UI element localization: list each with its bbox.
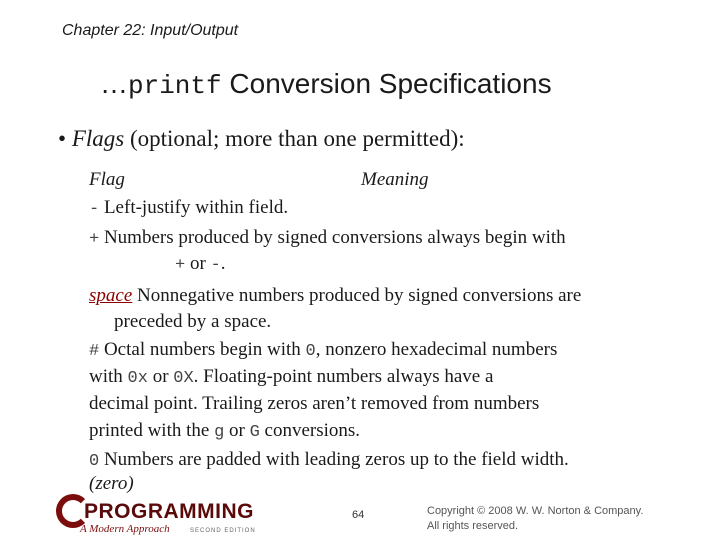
flag-row-space — [89, 285, 581, 307]
page-number: 64 — [352, 509, 365, 521]
flag-hash-meaning-line2: with 0x or 0X. Floating-point numbers always have a — [89, 366, 494, 388]
flag-plus: + — [89, 230, 100, 249]
flag-zero-label: (zero) — [89, 473, 134, 494]
flag-hash-meaning-line4: printed with the g or G conversions. — [89, 420, 361, 442]
flag-row-zero — [89, 449, 569, 471]
flag-zero: 0 — [89, 452, 100, 471]
column-header-meaning: Meaning — [361, 169, 429, 190]
flag-space-meaning-line1: Nonnegative numbers produced by signed conversions are — [132, 285, 582, 306]
chapter-header: Chapter 22: Input/Output — [62, 22, 239, 39]
logo-edition: SECOND EDITION — [190, 528, 256, 534]
flag-minus: - — [89, 200, 100, 219]
flag-row-minus — [89, 197, 288, 219]
bullet-rest: (optional; more than one permitted): — [124, 126, 465, 151]
copyright-line1: Copyright © 2008 W. W. Norton & Company. — [427, 505, 644, 517]
logo-title: PROGRAMMING — [84, 500, 254, 523]
flag-space-meaning-line2: preceded by a space. — [114, 311, 272, 332]
flag-zero-meaning: Numbers are padded with leading zeros up to the field width. — [99, 449, 569, 470]
title-code: printf — [128, 71, 222, 101]
flag-plus-meaning-line1: Numbers produced by signed conversions always begin with — [99, 227, 566, 248]
title-ellipsis: … — [100, 68, 128, 99]
copyright — [427, 504, 643, 534]
flag-minus-meaning: Left-justify within field. — [99, 197, 289, 218]
column-header-flag: Flag — [89, 169, 125, 190]
copyright-line2: All rights reserved. — [427, 520, 519, 532]
flag-space: space — [89, 285, 133, 306]
flag-row-plus — [89, 227, 566, 249]
flags-bullet — [58, 126, 465, 152]
bullet-term: Flags — [71, 126, 125, 151]
slide-title — [100, 68, 552, 101]
flag-hash: # — [89, 342, 100, 361]
flag-hash-meaning-line3: decimal point. Trailing zeros aren’t removed from numbers — [89, 393, 540, 414]
bullet-icon: • — [58, 126, 67, 151]
flag-plus-meaning-line2: + or -. — [175, 253, 226, 275]
flag-row-hash: # Octal numbers begin with 0, nonzero hexadecimal numbers — [89, 339, 558, 361]
title-text: Conversion Specifications — [221, 68, 552, 99]
logo-subtitle: A Modern Approach — [80, 523, 170, 535]
